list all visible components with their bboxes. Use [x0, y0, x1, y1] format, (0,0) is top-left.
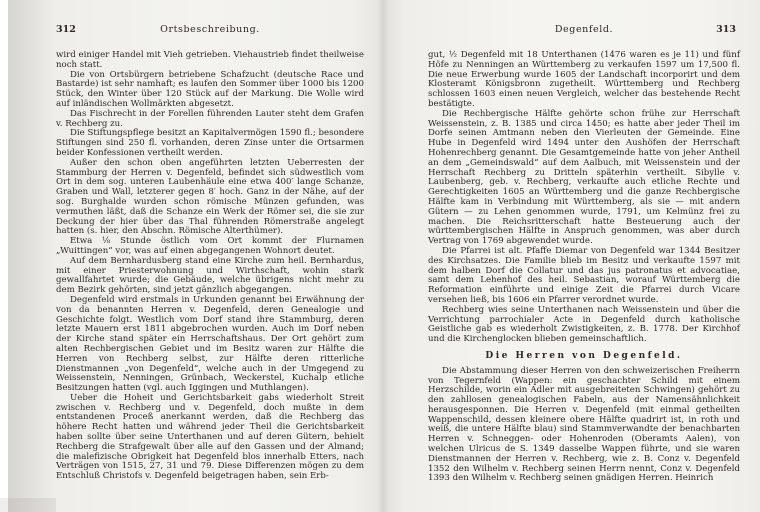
body-paragraph: Das Fischrecht in der Forellen führenden Lauter steht dem Grafen v. Rechberg zu.: [56, 108, 364, 129]
body-paragraph: Etwa ⅛ Stunde östlich vom Ort kommt der Flurnamen „Wuittingen“ vor, was auf einen abgegangenen Wohnort deutet.: [56, 236, 364, 256]
page-gutter-seam: [378, 0, 388, 512]
right-page-body: [428, 51, 740, 484]
body-paragraph: Rechberg wies seine Unterthanen nach Weissenstein und über die Verrichtung parrochialer Acte in Degenfeld durch katholische Geistliche gab es wiederholt Zwistigkeiten, z. B. 1778. Der Kirchhof und die Kirchenglocken blieben gemeinschaftlich.: [428, 304, 740, 345]
body-paragraph: Ueber die Hoheit und Gerichtsbarkeit gabs wiederholt Streit zwischen v. Rechberg und v. Degenfeld, doch mußte in dem entstandenen Proceß anerkannt werden, daß die Rechberg das höhere Recht hatten und während jeder Theil die Gerichtsbarkeit haben sollte über seine Unterthanen und auf deren Gütern, behielt Rechberg die Strafgewalt über alle auf den Gassen und der Almand; die malefizische Obrigkeit hat Degenfeld blos innerhalb Etters, nach Verträgen von 1515, 27, 31 und 79. Diese Differenzen mögen zu dem Entschluß Christofs v. Degenfeld beigetragen haben, sein Erb-: [56, 392, 364, 482]
scan-edge-shadow: [0, 498, 56, 512]
body-paragraph: Die Stiftungspflege besitzt an Kapitalvermögen 1590 fl.; besondere Stiftungen sind 250 fl. vorhanden, deren Zinse unter die Ortsarmen beider Konfessionen vertheilt werden.: [56, 128, 364, 158]
section-heading: Die Herren von Degenfeld.: [485, 350, 683, 361]
body-paragraph: Außer den schon oben angeführten letzten Ueberresten der Stammburg der Herren v. Degenfeld, befindet sich südwestlich vom Ort in dem sog. unteren Laubenhäule eine etwa 400′ lange Schanze, Graben und Wall, letzterer gegen 8′ hoch. Ganz in der Nähe, auf der sog. Burghalde wurden schon römische Münzen gefunden, was vermuthen läßt, daß die Schanze ein Werk der Römer sei, die sie zur Deckung der hier über das Thal führenden Römerstraße angelegt hatten (s. hier, den Abschn. Römische Alterthümer).: [56, 157, 364, 237]
body-paragraph: Degenfeld wird erstmals in Urkunden genannt bei Erwähnung der von da benannten Herren v. Degenfeld, deren Genealogie und Geschichte folgt. Westlich vom Dorf stand ihre Stammburg, deren letzte Mauern erst 1811 abgebrochen wurden. Auch im Dorf neben der Kirche stand später ein Herrschaftshaus. Der Ort gehört zum alten Rechbergischen Gebiet und im Besitz waren zur Hälfte die Herren von Rechberg selbst, zur Hälfte deren ritterliche Dienstmannen „von Degenfeld“, welche auch in der Umgegend zu Weissenstein, Nenningen, Grünbach, Weckerstel, Kuchalp etliche Besitzungen hatten (vgl. auch Iggingen und Muthlangen).: [56, 294, 364, 394]
body-paragraph: wird einiger Handel mit Vieh getrieben. Viehaustrieb findet theilweise noch statt.: [56, 50, 364, 70]
left-page-body: [56, 51, 364, 482]
body-paragraph: Die Pfarrei ist alt. Pfaffe Diemar von Degenfeld war 1344 Besitzer des Kirchsatzes. Die Familie blieb im Besitz und verkaufte 1597 mit dem halben Dorf die Collatur und das jus patronatus et advocatiae, samt dem Lehenhof des heil. Sebastian, worauf Württemberg die Reformation einführte und einige Zeit die Pfarrei durch Vicare versehen ließ, bis 1606 ein Pfarrer verordnet wurde.: [428, 245, 740, 305]
body-paragraph: Die von Ortsbürgern betriebene Schafzucht (deutsche Race und Bastarde) ist sehr namhaft; es laufen den Sommer über 1000 bis 1200 Stück, den Winter über 120 Stück auf der Markung. Die Wolle wird auf inländischen Wollmärkten abgesetzt.: [56, 69, 364, 109]
right-header-title: Degenfeld.: [554, 24, 614, 35]
left-page-number: 312: [56, 24, 76, 35]
left-running-header: [56, 24, 364, 38]
left-page: [56, 0, 364, 512]
left-header-title: Ortsbeschreibung.: [160, 24, 260, 35]
right-page: [428, 0, 740, 512]
body-paragraph: gut, ½ Degenfeld mit 18 Unterthanen (1476 waren es je 11) und fünf Höfe zu Nenningen an Württemberg zu verkaufen 1597 um 17,500 fl. Die neue Erwerbung wurde 1605 der Landschaft incorporirt und dem Klosteramt Königsbronn zugetheilt. Württemberg und Rechberg schlossen 1603 einen neuen Vergleich, welcher das bestehende Recht bestätigte.: [428, 50, 740, 109]
body-paragraph: Die Abstammung dieser Herren von den schweizerischen Freiherrn von Tegernfeld (Wappen: ein geschachter Schild mit einem Herzschilde, worin ein Adler mit ausgebreiteten Schwingen) gehört zu den zahllosen genealogischen Fabeln, aus der Namensähnlichkeit herausgesponnen. Die Herren v. Degenfeld (mit einmal getheilten Wappenschild, dessen kleinere obere Hälfte quadrirt ist, in roth und weiß, die untere Hälfte blau) sind Stammverwandte der benachbarten Herren v. Schneggen- oder Hohenroden (Oberamts Aalen), von welchen Ulricus de S. 1349 dasselbe Wappen führte, und sie waren Dienstmannen der Herren v. Rechberg, wie z. B. Conz v. Degenfeld 1352 den Wilhelm v. Rechberg seinen Herrn nennt, Conz v. Degenfeld 1393 den Wilhelm v. Rechberg seinen gnädigen Herren. Heinrich: [428, 365, 740, 484]
body-paragraph: Die Rechbergische Hälfte gehörte schon frühe zur Herrschaft Weissenstein, z. B. 1385 und circa 1450; es hatte aber jeder Theil im Dorfe seinen Amtmann neben den Vierleuten der Gemeinde. Eine Hube in Degenfeld wird 1494 unter den Aushöfen der Herrschaft Hohenrechberg genannt. Die Gesamtgemeinde hatte von jeher Antheil an dem „Gemeindswald“ auf dem Aalbuch, mit Weissenstein und der Herrschaft Rechberg zu Dritteln späterhin vertheilt. Sibylle v. Laubenberg, geb. v. Rechberg, verkaufte auch etliche Rechte und Gerechtigkeiten 1605 an Württemberg und die ganze Rechbergische Hälfte kam in Verbindung mit Württemberg, als sie — mit andern Gütern — zu Lehen genommen wurde, 1791, um Kelmünz frei zu machen. Die Reichsritterschaft hatte Besteuerung auch der württembergischen Hälfte in Anspruch genommen, was aber durch Vertrag von 1769 abgewendet wurde.: [428, 108, 740, 247]
right-page-number: 313: [716, 24, 736, 35]
right-running-header: [428, 24, 740, 38]
body-paragraph: Auf dem Bernhardusberg stand eine Kirche zum heil. Bernhardus, mit einer Priesterwohnung und Wirthschaft, wohin stark gewallfahrtet wurde; die Gebäude, welche übrigens nicht mehr zu dem Bezirk gehörten, sind jetzt gänzlich abgegangen.: [56, 255, 364, 296]
